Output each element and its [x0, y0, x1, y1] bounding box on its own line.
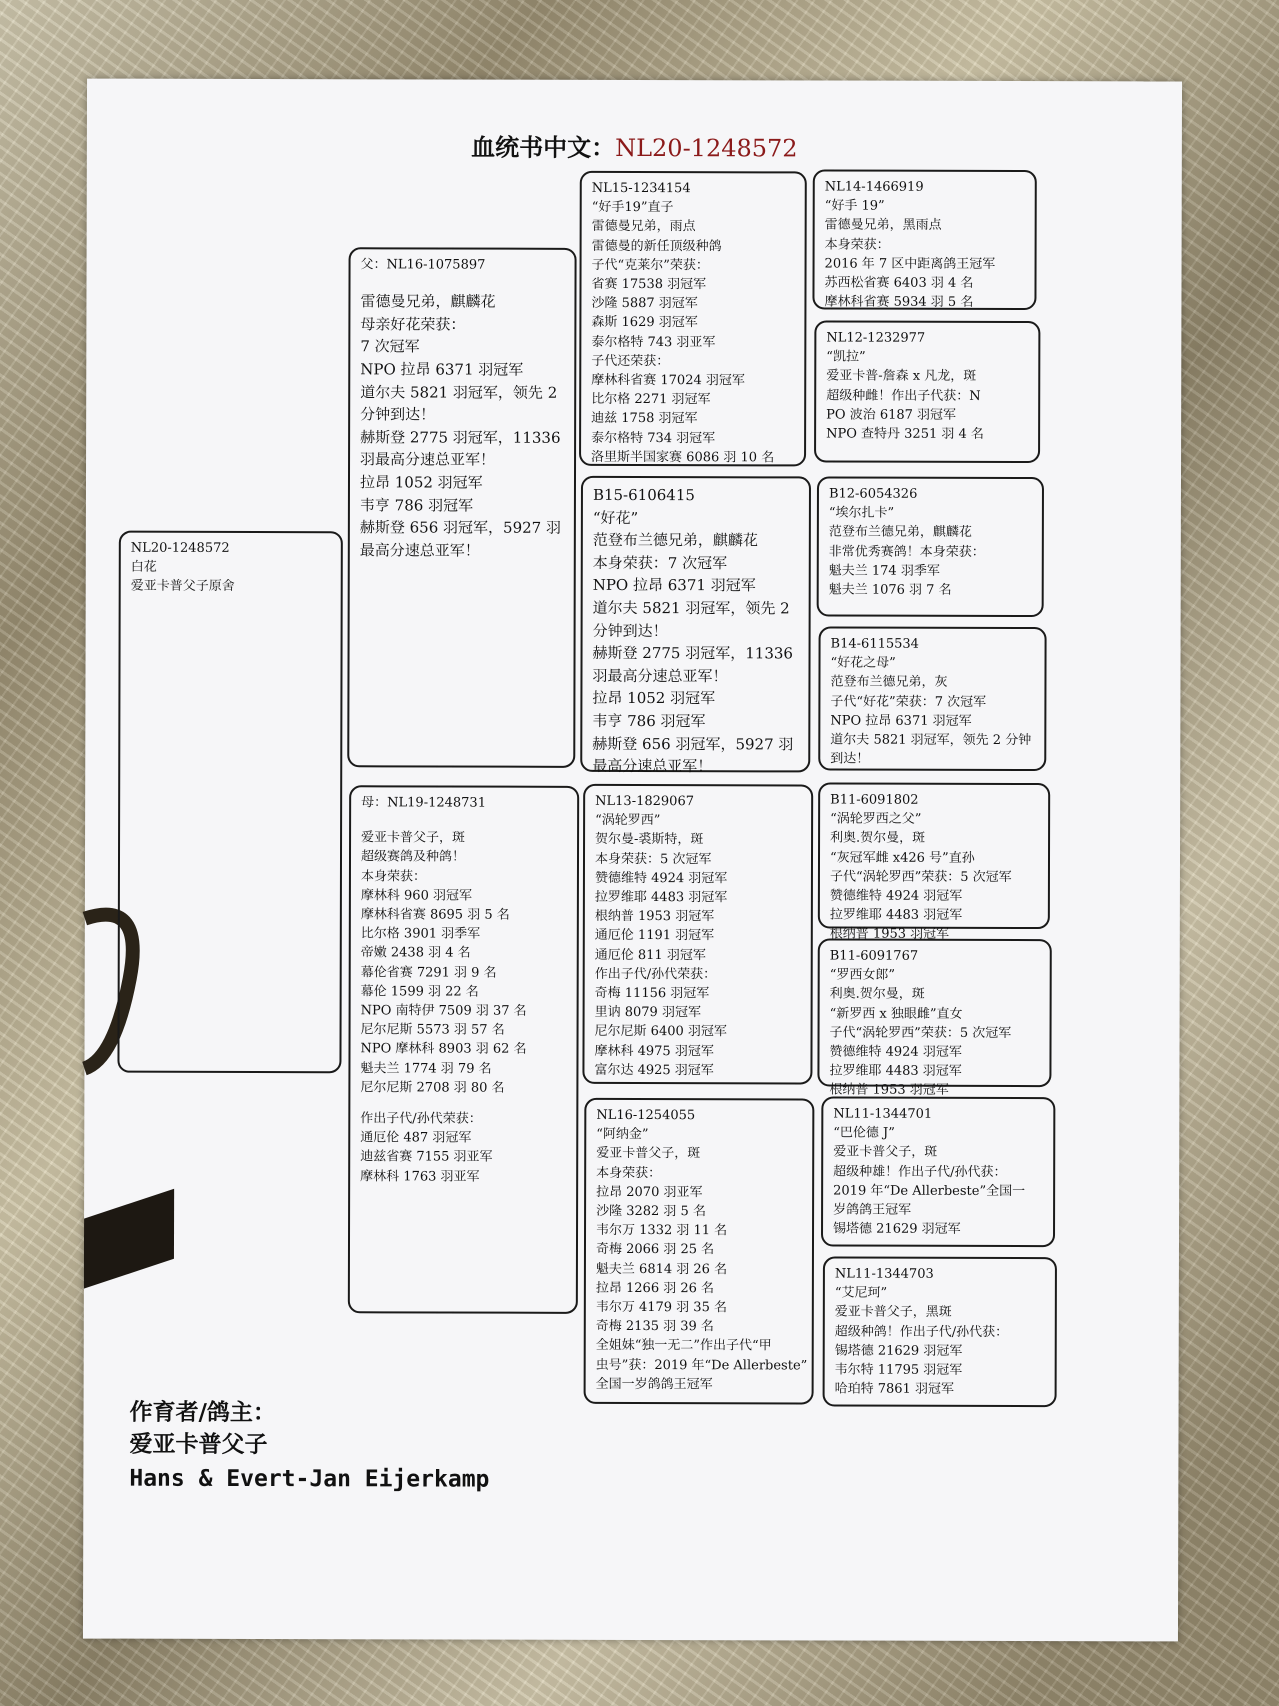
- pedigree-line: 到达！: [830, 751, 870, 767]
- pedigree-line: 子代“克莱尔”荣获：: [591, 257, 709, 274]
- pedigree-line: 拉昂 1052 羽冠军: [592, 689, 716, 708]
- pedigree-line: 本身荣获：5 次冠军: [594, 851, 712, 867]
- pedigree-line: 利奥.贺尔曼，斑: [829, 986, 925, 1003]
- grandsire-maternal-box: [582, 784, 813, 1085]
- pedigree-line: 雷德曼的新任顶级种鸽: [591, 238, 722, 254]
- pedigree-line: NPO 拉昂 6371 羽冠军: [830, 713, 972, 729]
- gp2-lines: [592, 484, 803, 778]
- ggp6-lines: [829, 947, 1043, 1101]
- pedigree-line: 道尔夫 5821 羽冠军，领先 2 分钟: [830, 732, 1032, 749]
- pedigree-line: 森斯 1629 羽冠军: [591, 315, 698, 331]
- pedigree-line: 韦尔万 1332 羽 11 名: [596, 1223, 728, 1239]
- pedigree-line: 帝嫩 2438 羽 4 名: [360, 945, 471, 961]
- pedigree-line: NL20-1248572: [130, 540, 230, 556]
- pedigree-line: 子代“涡轮罗西”荣获：5 次冠军: [829, 1025, 1012, 1041]
- granddam-maternal-box: [584, 1098, 815, 1405]
- pedigree-line: “灰冠军雌 x426 号”直孙: [829, 850, 975, 866]
- pedigree-line: 道尔夫 5821 羽冠军，领先 2: [360, 382, 558, 402]
- pedigree-line: “新罗西 x 独眼雌”直女: [829, 1006, 963, 1022]
- pedigree-line: 省赛 17538 羽冠军: [591, 276, 707, 293]
- pedigree-line: “阿纳金”: [596, 1127, 649, 1143]
- pedigree-line: 全姐妹“独一无二”作出子代“甲: [595, 1338, 772, 1354]
- pedigree-line: NL13-1829067: [595, 793, 695, 810]
- pedigree-line: 分钟到达！: [360, 405, 436, 424]
- ggp5-lines: [830, 791, 1042, 945]
- gp4-lines: [596, 1106, 807, 1395]
- pedigree-line: 通厄伦 1191 羽冠军: [594, 928, 715, 944]
- pedigree-line: 最高分速总亚军！: [359, 541, 480, 560]
- pedigree-line: 7 次冠军: [360, 337, 420, 356]
- pedigree-line: PO 波治 6187 羽冠军: [826, 407, 957, 423]
- pedigree-line: 羽最高分速总亚军！: [360, 450, 496, 469]
- pedigree-line: 拉罗维耶 4483 羽冠军: [829, 1063, 962, 1080]
- pedigree-line: 锡塔德 21629 羽冠军: [833, 1221, 961, 1238]
- ggp8-lines: [835, 1265, 1049, 1400]
- sire-lines: [360, 290, 569, 562]
- pedigree-line: 韦亨 786 羽冠军: [359, 495, 474, 515]
- pedigree-line: 利奥.贺尔曼，斑: [830, 830, 926, 847]
- pedigree-line: 摩林科省赛 17024 羽冠军: [591, 372, 745, 389]
- pedigree-line: 赞德维特 4924 羽冠军: [829, 1044, 962, 1060]
- pedigree-line: B11-6091802: [830, 792, 919, 808]
- pedigree-line: 奇梅 11156 羽冠军: [594, 985, 710, 1002]
- pedigree-line: “巴伦德 J”: [833, 1125, 895, 1141]
- pedigree-line: 摩林科 960 羽冠军: [360, 888, 473, 904]
- pedigree-sheet: [83, 79, 1182, 1642]
- pedigree-line: 拉昂 2070 羽亚军: [596, 1184, 703, 1200]
- pedigree-line: 富尔达 4925 羽冠军: [594, 1062, 714, 1079]
- pedigree-line: 爱亚卡普父子原舍: [130, 579, 235, 595]
- pedigree-line: 通厄伦 487 羽冠军: [360, 1130, 472, 1146]
- ggp2-lines: [826, 329, 1032, 445]
- pedigree-line: 韦亨 786 羽冠军: [592, 711, 706, 731]
- pedigree-line: NPO 拉昂 6371 羽冠军: [360, 360, 524, 379]
- ggp2-box: [814, 320, 1040, 463]
- pedigree-line: “好花之母”: [830, 655, 896, 671]
- pedigree-line: 洛里斯半国家赛 6086 羽 10 名: [591, 449, 775, 466]
- pedigree-line: 子代“涡轮罗西”荣获：5 次冠军: [829, 869, 1012, 885]
- pedigree-line: 幕伦省赛 7291 羽 9 名: [360, 964, 497, 981]
- pedigree-line: NL11-1344701: [833, 1106, 933, 1122]
- ggp7-box: [821, 1096, 1055, 1247]
- pedigree-line: 雷德曼兄弟，雨点: [591, 219, 696, 235]
- pedigree-line: 作出子代/孙代荣获：: [360, 1111, 482, 1127]
- pedigree-line: 超级种雄！作出子代/孙代获：: [833, 1164, 1007, 1180]
- pedigree-line: 比尔格 3901 羽季军: [360, 926, 481, 942]
- pedigree-line: 爱亚卡普-詹森 x 凡龙，斑: [826, 368, 977, 385]
- pedigree-line: 沙隆 5887 羽冠军: [591, 296, 698, 312]
- pedigree-line: 幕伦 1599 羽 22 名: [360, 984, 479, 1000]
- pedigree-line: B15-6106415: [592, 485, 695, 505]
- pedigree-line: 范登布兰德兄弟，灰: [830, 674, 948, 691]
- pedigree-line: 虫号”获：2019 年“De Allerbeste”: [595, 1357, 808, 1374]
- pedigree-line: 迪兹省赛 7155 羽亚军: [360, 1149, 493, 1166]
- ggp7-lines: [833, 1105, 1047, 1240]
- pedigree-line: 摩林科 1763 羽亚军: [360, 1168, 480, 1185]
- pedigree-line: NL11-1344703: [834, 1266, 934, 1282]
- pedigree-line: “凯拉”: [826, 349, 866, 365]
- pedigree-line: 赞德维特 4924 羽冠军: [594, 870, 728, 887]
- pedigree-line: 爱亚卡普父子，斑: [833, 1144, 938, 1161]
- pedigree-line: “艾尼珂”: [834, 1285, 888, 1301]
- pedigree-line: 母亲好花荣获：: [360, 315, 466, 334]
- pedigree-line: 非常优秀赛鸽！本身荣获：: [828, 544, 985, 560]
- pedigree-line: “好花”: [592, 508, 639, 527]
- pedigree-line: 奇梅 2066 羽 25 名: [595, 1242, 715, 1258]
- ggp3-lines: [829, 485, 1036, 601]
- pedigree-line: 赫斯登 656 羽冠军，5927 羽: [592, 734, 794, 753]
- pedigree-line: 超级赛鸽及种鸽！: [360, 849, 466, 865]
- pedigree-line: 雷德曼兄弟，麒麟花: [360, 292, 496, 311]
- pedigree-line: 2016 年 7 区中距离鸽王冠军: [824, 256, 996, 272]
- dam-offspring-lines: [360, 1109, 570, 1186]
- pedigree-line: 尼尔尼斯 5573 羽 57 名: [360, 1022, 505, 1038]
- pedigree-line: 摩林科 4975 羽冠军: [594, 1043, 714, 1059]
- pedigree-line: “涡轮罗西”: [595, 813, 661, 829]
- page-title: [87, 127, 1182, 165]
- pedigree-line: 本身荣获：: [596, 1165, 662, 1181]
- title-registration: NL20-1248572: [615, 133, 798, 163]
- pedigree-line: NL14-1466919: [824, 179, 924, 195]
- pedigree-line: 子代“好花”荣获：7 次冠军: [830, 694, 987, 710]
- pedigree-line: 全国一岁鸽鸽王冠军: [595, 1376, 713, 1393]
- breeder-name-en: Hans & Evert-Jan Eijerkamp: [129, 1465, 490, 1493]
- pedigree-line: 尼尔尼斯 2708 羽 80 名: [360, 1080, 505, 1096]
- pedigree-line: B12-6054326: [828, 486, 918, 502]
- pedigree-line: NPO 拉昂 6371 羽冠军: [592, 576, 756, 595]
- pedigree-line: 拉罗维耶 4483 羽冠军: [829, 907, 963, 924]
- pedigree-line: 苏西松省赛 6403 羽 4 名: [824, 275, 974, 291]
- pedigree-line: 沙隆 3282 羽 5 名: [596, 1203, 706, 1220]
- pedigree-line: 摩林科省赛 8695 羽 5 名: [360, 907, 510, 923]
- pedigree-line: NL15-1234154: [591, 180, 691, 197]
- pedigree-line: 根纳普 1953 羽冠军: [594, 909, 715, 925]
- pedigree-line: 魁夫兰 1774 羽 79 名: [360, 1060, 492, 1077]
- pedigree-line: 拉昂 1052 羽冠军: [359, 473, 483, 492]
- breeder-label: 作育者/鸽主：: [129, 1399, 276, 1427]
- granddam-paternal-box: [580, 476, 811, 776]
- pedigree-line: NPO 查特丹 3251 羽 4 名: [826, 426, 984, 442]
- pedigree-line: 韦尔特 11795 羽冠军: [834, 1362, 963, 1378]
- pedigree-line: 本身荣获：: [824, 237, 890, 253]
- pedigree-line: 道尔夫 5821 羽冠军，领先 2: [592, 598, 790, 618]
- pedigree-line: 泰尔格特 743 羽亚军: [591, 334, 716, 350]
- pedigree-line: 摩林科省赛 5934 羽 5 名: [824, 294, 974, 311]
- pedigree-line: 锡塔德 21629 羽冠军: [834, 1343, 963, 1359]
- title-label: 血统书中文：: [471, 133, 616, 162]
- pedigree-line: 泰尔格特 734 羽冠军: [591, 430, 716, 446]
- pedigree-line: 分钟到达！: [592, 621, 668, 640]
- pedigree-line: 雷德曼兄弟，黑雨点: [824, 217, 942, 234]
- pedigree-line: 超级种雌！作出子代获：N: [826, 388, 981, 404]
- ggp3-box: [817, 476, 1044, 617]
- sire-header: 父：NL16-1075897: [360, 257, 486, 273]
- pedigree-line: “埃尔扎卡”: [828, 505, 895, 521]
- pedigree-line: 最高分速总亚军！: [592, 757, 713, 776]
- grandsire-paternal-box: [579, 171, 807, 467]
- pedigree-line: 爱亚卡普父子，斑: [596, 1146, 701, 1162]
- pedigree-line: 里讷 8079 羽冠军: [594, 1005, 701, 1021]
- pedigree-line: 爱亚卡普父子，斑: [361, 830, 466, 846]
- subject-box: [117, 531, 342, 1074]
- pedigree-line: 本身荣获：7 次冠军: [592, 553, 728, 573]
- pedigree-line: 爱亚卡普父子，黑斑: [834, 1304, 952, 1321]
- pedigree-line: NL12-1232977: [826, 330, 926, 346]
- pedigree-line: 哈珀特 7861 羽冠军: [834, 1381, 954, 1398]
- pedigree-line: 奇梅 2135 羽 39 名: [595, 1319, 714, 1335]
- ggp5-box: [818, 782, 1050, 943]
- pedigree-line: NL16-1254055: [596, 1107, 696, 1124]
- pedigree-line: 范登布兰德兄弟，麒麟花: [592, 531, 758, 550]
- ggp6-box: [817, 938, 1051, 1099]
- pedigree-line: 本身荣获：: [360, 868, 426, 885]
- pedigree-line: NPO 南特伊 7509 羽 37 名: [360, 1003, 527, 1019]
- pedigree-line: 比尔格 2271 羽冠军: [591, 392, 711, 408]
- pedigree-line: 范登布兰德兄弟，麒麟花: [828, 524, 972, 541]
- sire-box: [347, 247, 576, 768]
- pedigree-line: 赞德维特 4924 羽冠军: [829, 888, 963, 904]
- pedigree-line: 尼尔尼斯 6400 羽冠军: [594, 1024, 727, 1040]
- pedigree-line: 2019 年“De Allerbeste”全国一: [833, 1183, 1026, 1199]
- pedigree-line: “罗西女郎”: [829, 967, 896, 983]
- pedigree-line: B11-6091767: [829, 948, 919, 964]
- gp3-lines: [594, 792, 805, 1081]
- dam-lines: [360, 828, 571, 1097]
- pedigree-line: 赫斯登 656 羽冠军，5927 羽: [359, 518, 562, 537]
- pedigree-line: “涡轮罗西之父”: [830, 811, 922, 827]
- breeder-name-cn: 爱亚卡普父子: [129, 1431, 268, 1459]
- ggp4-lines: [830, 635, 1038, 770]
- pedigree-line: 拉罗维耶 4483 羽冠军: [594, 889, 728, 906]
- pedigree-line: 子代还荣获：: [591, 353, 670, 369]
- pedigree-line: 迪兹 1758 羽冠军: [591, 411, 698, 427]
- pedigree-line: 魁夫兰 6814 羽 26 名: [595, 1261, 728, 1277]
- pedigree-line: 羽最高分速总亚军！: [592, 666, 728, 685]
- pedigree-line: “好手 19”: [824, 198, 885, 214]
- pedigree-line: 通厄伦 811 羽冠军: [594, 947, 706, 963]
- dam-header: 母：NL19-1248731: [361, 795, 487, 811]
- gp1-lines: [591, 179, 799, 468]
- pedigree-line: 白花: [130, 559, 157, 575]
- breeder-block: [129, 1397, 489, 1498]
- pedigree-line: 魁夫兰 1076 羽 7 名: [828, 582, 952, 598]
- pedigree-line: 根纳普 1953 羽冠军: [829, 1082, 949, 1099]
- ggp1-box: [812, 169, 1036, 310]
- pedigree-line: NPO 摩林科 8903 羽 62 名: [360, 1041, 527, 1058]
- ggp8-box: [823, 1257, 1057, 1408]
- pedigree-line: B14-6115534: [830, 636, 919, 652]
- pedigree-line: 韦尔万 4179 羽 35 名: [595, 1299, 728, 1316]
- pedigree-line: 拉昂 1266 羽 26 名: [595, 1280, 715, 1297]
- subject-lines: [131, 539, 335, 597]
- pedigree-line: “好手19”直子: [591, 200, 674, 216]
- dam-box: [348, 785, 579, 1314]
- pedigree-line: 根纳普 1953 羽冠军: [829, 926, 950, 943]
- pedigree-line: 作出子代/孙代荣获：: [594, 966, 717, 983]
- pedigree-line: 贺尔曼-裘斯特，斑: [595, 832, 704, 848]
- pedigree-line: 赫斯登 2775 羽冠军，11336: [592, 644, 794, 663]
- pedigree-line: 魁夫兰 174 羽季军: [828, 563, 940, 579]
- pedigree-line: 岁鸽鸽王冠军: [833, 1202, 912, 1218]
- ggp1-lines: [824, 178, 1028, 313]
- pedigree-line: 赫斯登 2775 羽冠军，11336: [360, 428, 561, 447]
- pedigree-line: 超级种鸽！作出子代/孙代获：: [834, 1324, 1009, 1340]
- ggp4-box: [818, 626, 1046, 771]
